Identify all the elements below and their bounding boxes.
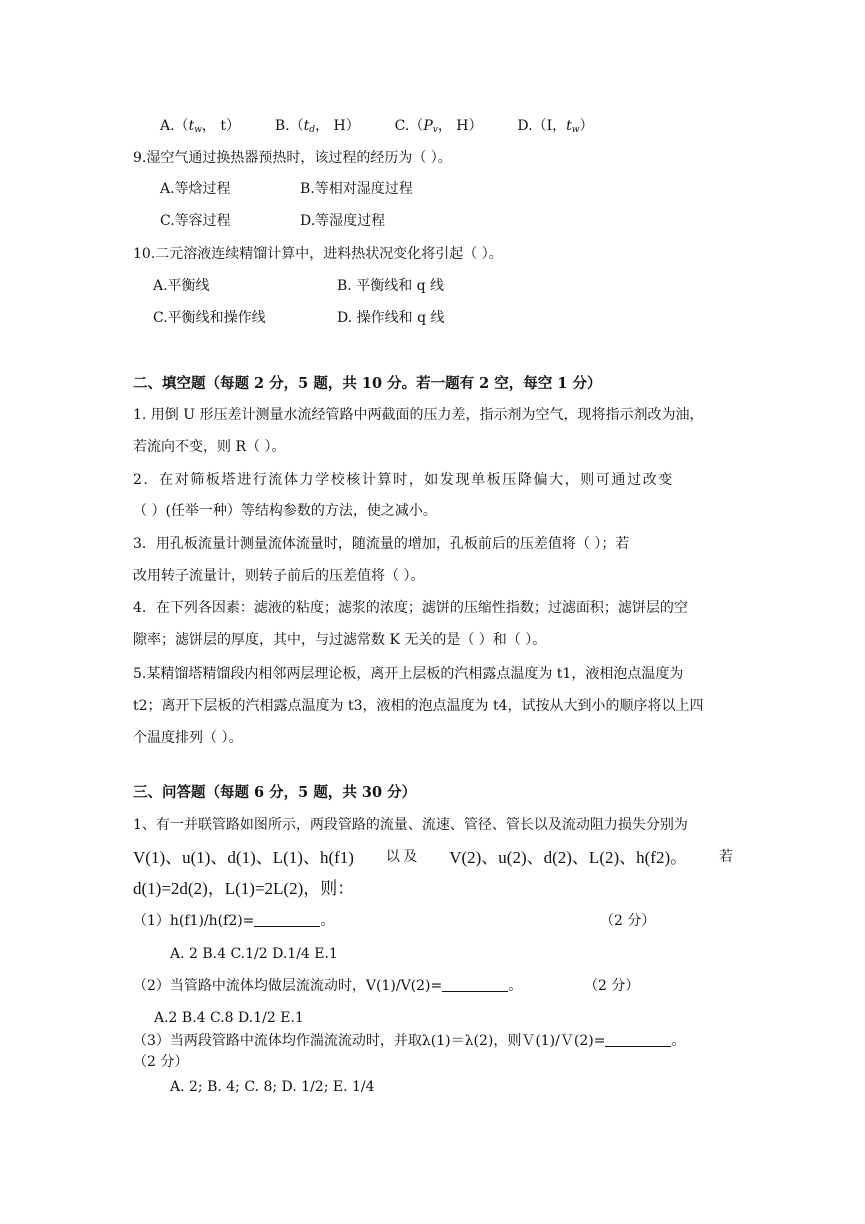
q10-option-d: D. 操作线和 q 线 <box>337 310 445 326</box>
s2-q4-line1: 4．在下列各因素：滤液的粘度；滤浆的浓度；滤饼的压缩性指数；过滤面积；滤饼层的空 <box>133 600 688 616</box>
s3-part3-options: A. 2; B. 4; C. 8; D. 1/2; E. 1/4 <box>170 1079 375 1095</box>
s2-q2-line1: 2．在对筛板塔进行流体力学校核计算时，如发现单板压降偏大，则可通过改变 <box>133 472 674 488</box>
s3-q1-line1: 1、有一并联管路如图所示，两段管路的流量、流速、管径、管长以及流动阻力损失分别为 <box>133 817 688 833</box>
s3-part2-options: A.2 B.4 C.8 D.1/2 E.1 <box>154 1010 304 1026</box>
s3-part1: （1）h(f1)/h(f2)= 。 <box>133 913 335 929</box>
q10-option-a: A.平衡线 <box>153 278 210 294</box>
q10-option-b: B. 平衡线和 q 线 <box>337 278 445 294</box>
section-3-title: 三、问答题（每题 6 分，5 题，共 30 分） <box>133 784 417 801</box>
s3-part3-text: （3）当两段管路中流体均作湍流流动时，并取λ(1)＝λ(2)，则Ｖ(1)/Ｖ(2)= <box>133 1033 606 1049</box>
s3-part2: （2）当管路中流体均做层流流动时，V(1)/V(2)= 。 <box>133 978 523 994</box>
s2-q1-line1: 1. 用倒 U 形压差计测量水流经管路中两截面的压力差，指示剂为空气，现将指示剂改为油， <box>133 407 704 423</box>
s3-part2-score: （2 分） <box>584 978 640 994</box>
formula-set-2: V(2)、u(2)、d(2)、L(2)、h(f2)。 <box>449 848 688 867</box>
answer-blank <box>605 1032 671 1047</box>
s3-q1-condition: d(1)=2d(2)，L(1)=2L(2)，则： <box>133 879 355 898</box>
formula-if: 若 <box>719 850 733 865</box>
q8-options <box>160 116 593 140</box>
s2-q5-line3: 个温度排列（ ）。 <box>133 730 243 746</box>
s3-part3-score: （2 分） <box>133 1054 189 1070</box>
s2-q2-line2: （ ）(任举一种）等结构参数的方法，使之减小。 <box>133 503 437 519</box>
s2-q3-line1: 3．用孔板流量计测量流体流量时，随流量的增加，孔板前后的压差值将（ ）；若 <box>133 536 630 552</box>
s3-part1-score: （2 分） <box>600 913 656 929</box>
s2-q4-line2: 隙率；滤饼层的厚度，其中，与过滤常数 K 无关的是（ ）和（ ）。 <box>133 632 547 648</box>
s3-part2-text: （2）当管路中流体均做层流流动时，V(1)/V(2)= <box>133 978 443 994</box>
s2-q1-line2: 若流向不变，则 R（ ）。 <box>133 439 286 455</box>
q9-stem: 9.湿空气通过换热器预热时，该过程的经历为（ ）。 <box>133 150 452 166</box>
formula-set-1: V(1)、u(1)、d(1)、L(1)、h(f1) <box>133 848 354 867</box>
s3-part3: （3）当两段管路中流体均作湍流流动时，并取λ(1)＝λ(2)，则Ｖ(1)/Ｖ(2)= 。 <box>133 1033 686 1049</box>
answer-blank <box>254 912 320 927</box>
s2-q5-line1: 5.某精馏塔精馏段内相邻两层理论板，离开上层板的汽相露点温度为 t1，液相泡点温度为 <box>133 666 684 682</box>
s3-part1-options: A. 2 B.4 C.1/2 D.1/4 E.1 <box>170 946 338 962</box>
q8-option-a: $A.(t_w$， t） <box>160 118 240 135</box>
answer-blank <box>442 977 508 992</box>
s3-part1-text: （1）h(f1)/h(f2)= <box>133 913 255 929</box>
q8-option-b: $B.(t_d$， H） <box>274 118 360 135</box>
s2-q3-line2: 改用转子流量计，则转子前后的压差值将（ ）。 <box>133 568 425 584</box>
q9-option-c: C.等容过程 <box>160 213 231 229</box>
q9-option-a: A.等焓过程 <box>160 181 231 197</box>
q10-stem: 10.二元溶液连续精馏计算中，进料热状况变化将引起（ ）。 <box>133 246 503 262</box>
q10-option-c: C.平衡线和操作线 <box>153 310 266 326</box>
s3-q1-formula-line <box>133 848 733 868</box>
s2-q5-line2: t2；离开下层板的汽相露点温度为 t3，液相的泡点温度为 t4，试按从大到小的顺序将以上四 <box>133 698 704 714</box>
formula-and: 以 及 <box>385 850 418 865</box>
section-2-title: 二、填空题（每题 2 分，5 题，共 10 分。若一题有 2 空，每空 1 分） <box>133 375 602 392</box>
q8-option-d: D.（I，$t_w$） <box>517 118 594 135</box>
q8-option-c: $C.(P_v$， H） <box>394 118 483 135</box>
q9-option-d: D.等湿度过程 <box>300 213 386 229</box>
q9-option-b: B.等相对湿度过程 <box>300 181 413 197</box>
